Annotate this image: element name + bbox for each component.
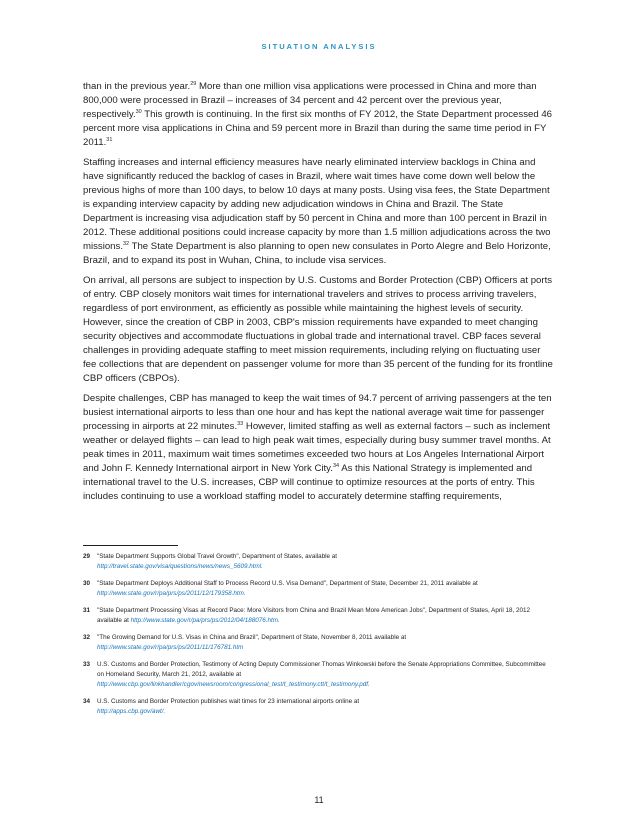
footnote-ref-29: 29 [190, 80, 197, 87]
footnote-32 [83, 633, 553, 653]
page-number: 11 [314, 795, 324, 805]
footnote-link[interactable]: http://apps.cbp.gov/awt/. [97, 708, 166, 715]
paragraph-4: Despite challenges, CBP has managed to keep the wait times of 94.7 percent of arriving passengers at the ten busiest international airports to less than one hour and has kept the national average wait time for passenger processing in airports at 22 minutes.$^{33}$ However, limited staffing as well as external factors – such as inclement weather or delayed flights – can lead to high peak wait times, especially during busy summer travel months. At peak times in 2011, maximum wait times sometimes exceeded two hours at Los Angeles International Airport and John F. Kennedy International airport in New York City.$^{34}$ As this National Strategy is implemented and international travel to the U.S. increases, CBP will continue to optimize resources at the ports of entry. This includes continuing to use a workload staffing model to accurately determine staffing requirements, [83, 393, 552, 502]
footnote-text: U.S. Customs and Border Protection publishes wait times for 23 international airports online at [97, 698, 360, 705]
footnote-ref-31: 31 [106, 136, 113, 143]
footnote-text: "State Department Processing Visas at Record Pace: More Visitors from China and Brazil Mean More American Jobs", Department of States, April 18, 2012 available at [97, 607, 530, 624]
running-header: SITUATION ANALYSIS [261, 42, 377, 51]
footnote-link[interactable]: http://www.cbp.gov/linkhandler/cgov/newsroom/congressional_test/t_testimony.ctt/t_testimony.pdf. [97, 681, 370, 688]
footnote-text: "State Department Supports Global Travel Growth", Department of States, available at [97, 553, 338, 560]
footnotes [83, 552, 553, 724]
footnote-31 [83, 606, 553, 626]
footnote-ref-32: 32 [122, 240, 130, 247]
footnote-text: "The Growing Demand for U.S. Visas in China and Brazil", Department of State, November 8, 2011 available at [97, 634, 407, 641]
footnote-30 [83, 579, 553, 599]
footnote-ref-33: 33 [237, 420, 244, 427]
footnote-number: 32 [83, 634, 91, 641]
paragraph-3: On arrival, all persons are subject to inspection by U.S. Customs and Border Protection (CBP) Officers at ports of entry. CBP closely monitors wait times for international travelers and strives to process arriving travelers, regardless of port environment, as efficiently as possible while maintaining the highest levels of security. However, since the creation of CBP in 2003, CBP's mission requirements have expanded to meet changing security objectives and accommodate fluctuations in global trade and international travel. CBP faces several challenges in providing adequate staffing to meet mission requirements, including relying on fluctuating user fee collections that are dependent on passenger volume for more than 35 percent of the funding for its frontline CBP officers (CBPOs). [83, 275, 553, 384]
paragraph-1: than in the previous year.$^{29}$ More than one million visa applications were processed in China and more than 800,000 were processed in Brazil – increases of 34 percent and 42 percent over the previous year, respectively.$^{30}$ This growth is continuing. In the first six months of FY 2012, the State Department processed 46 percent more visa applications in China and 59 percent more in Brazil than during the same time period in FY 2011.31 [83, 80, 552, 148]
footnote-text: "State Department Deploys Additional Staff to Process Record U.S. Visa Demand", Department of State, December 21, 2011 available at [97, 580, 478, 587]
footnote-number: 33 [83, 661, 91, 668]
footnote-divider [83, 545, 178, 546]
footnote-number: 31 [83, 607, 91, 614]
footnote-link[interactable]: http://travel.state.gov/visa/questions/news/news_5609.html. [97, 563, 263, 570]
paragraph-2: Staffing increases and internal efficiency measures have nearly eliminated interview backlogs in China and have significantly reduced the backlog of cases in Brazil, where wait times have come down well below the previous highs of more than 100 days, to below 10 days at many posts. Using visa fees, the State Department is expanding interview capacity by adding new adjudication windows in China and Brazil. The State Department is increasing visa adjudication staff by 50 percent in China and more than 100 percent in Brazil in 2012. These additional positions could increase capacity by more than 1.5 million adjudications across the two missions.$^{32}$ The State Department is also planning to open new consulates in Porto Alegre and Belo Horizonte, Brazil, and to expand its post in Wuhan, China, to include visa services. [83, 157, 551, 266]
footnote-ref-34: 34 [332, 462, 340, 469]
footnote-34 [83, 697, 553, 717]
footnote-ref-30: 30 [135, 108, 142, 115]
footnote-number: 34 [83, 698, 91, 705]
footnote-link[interactable]: http://www.state.gov/r/pa/prs/ps/2011/11/176781.htm [97, 644, 244, 651]
footnote-33 [83, 660, 553, 690]
footnote-number: 29 [83, 553, 91, 560]
footnote-29 [83, 552, 553, 572]
footnote-link[interactable]: http://www.state.gov/r/pa/prs/ps/2012/04/188076.htm. [130, 617, 280, 624]
footnote-number: 30 [83, 580, 91, 587]
footnote-link[interactable]: http://www.state.gov/r/pa/prs/ps/2011/12/179358.htm. [97, 590, 246, 597]
footnote-text: U.S. Customs and Border Protection, Testimony of Acting Deputy Commissioner Thomas Winkowski before the Senate Appropriations Committee, Subcommittee on Homeland Security, March 21, 2012, available at [97, 661, 546, 678]
body-text [83, 80, 553, 510]
